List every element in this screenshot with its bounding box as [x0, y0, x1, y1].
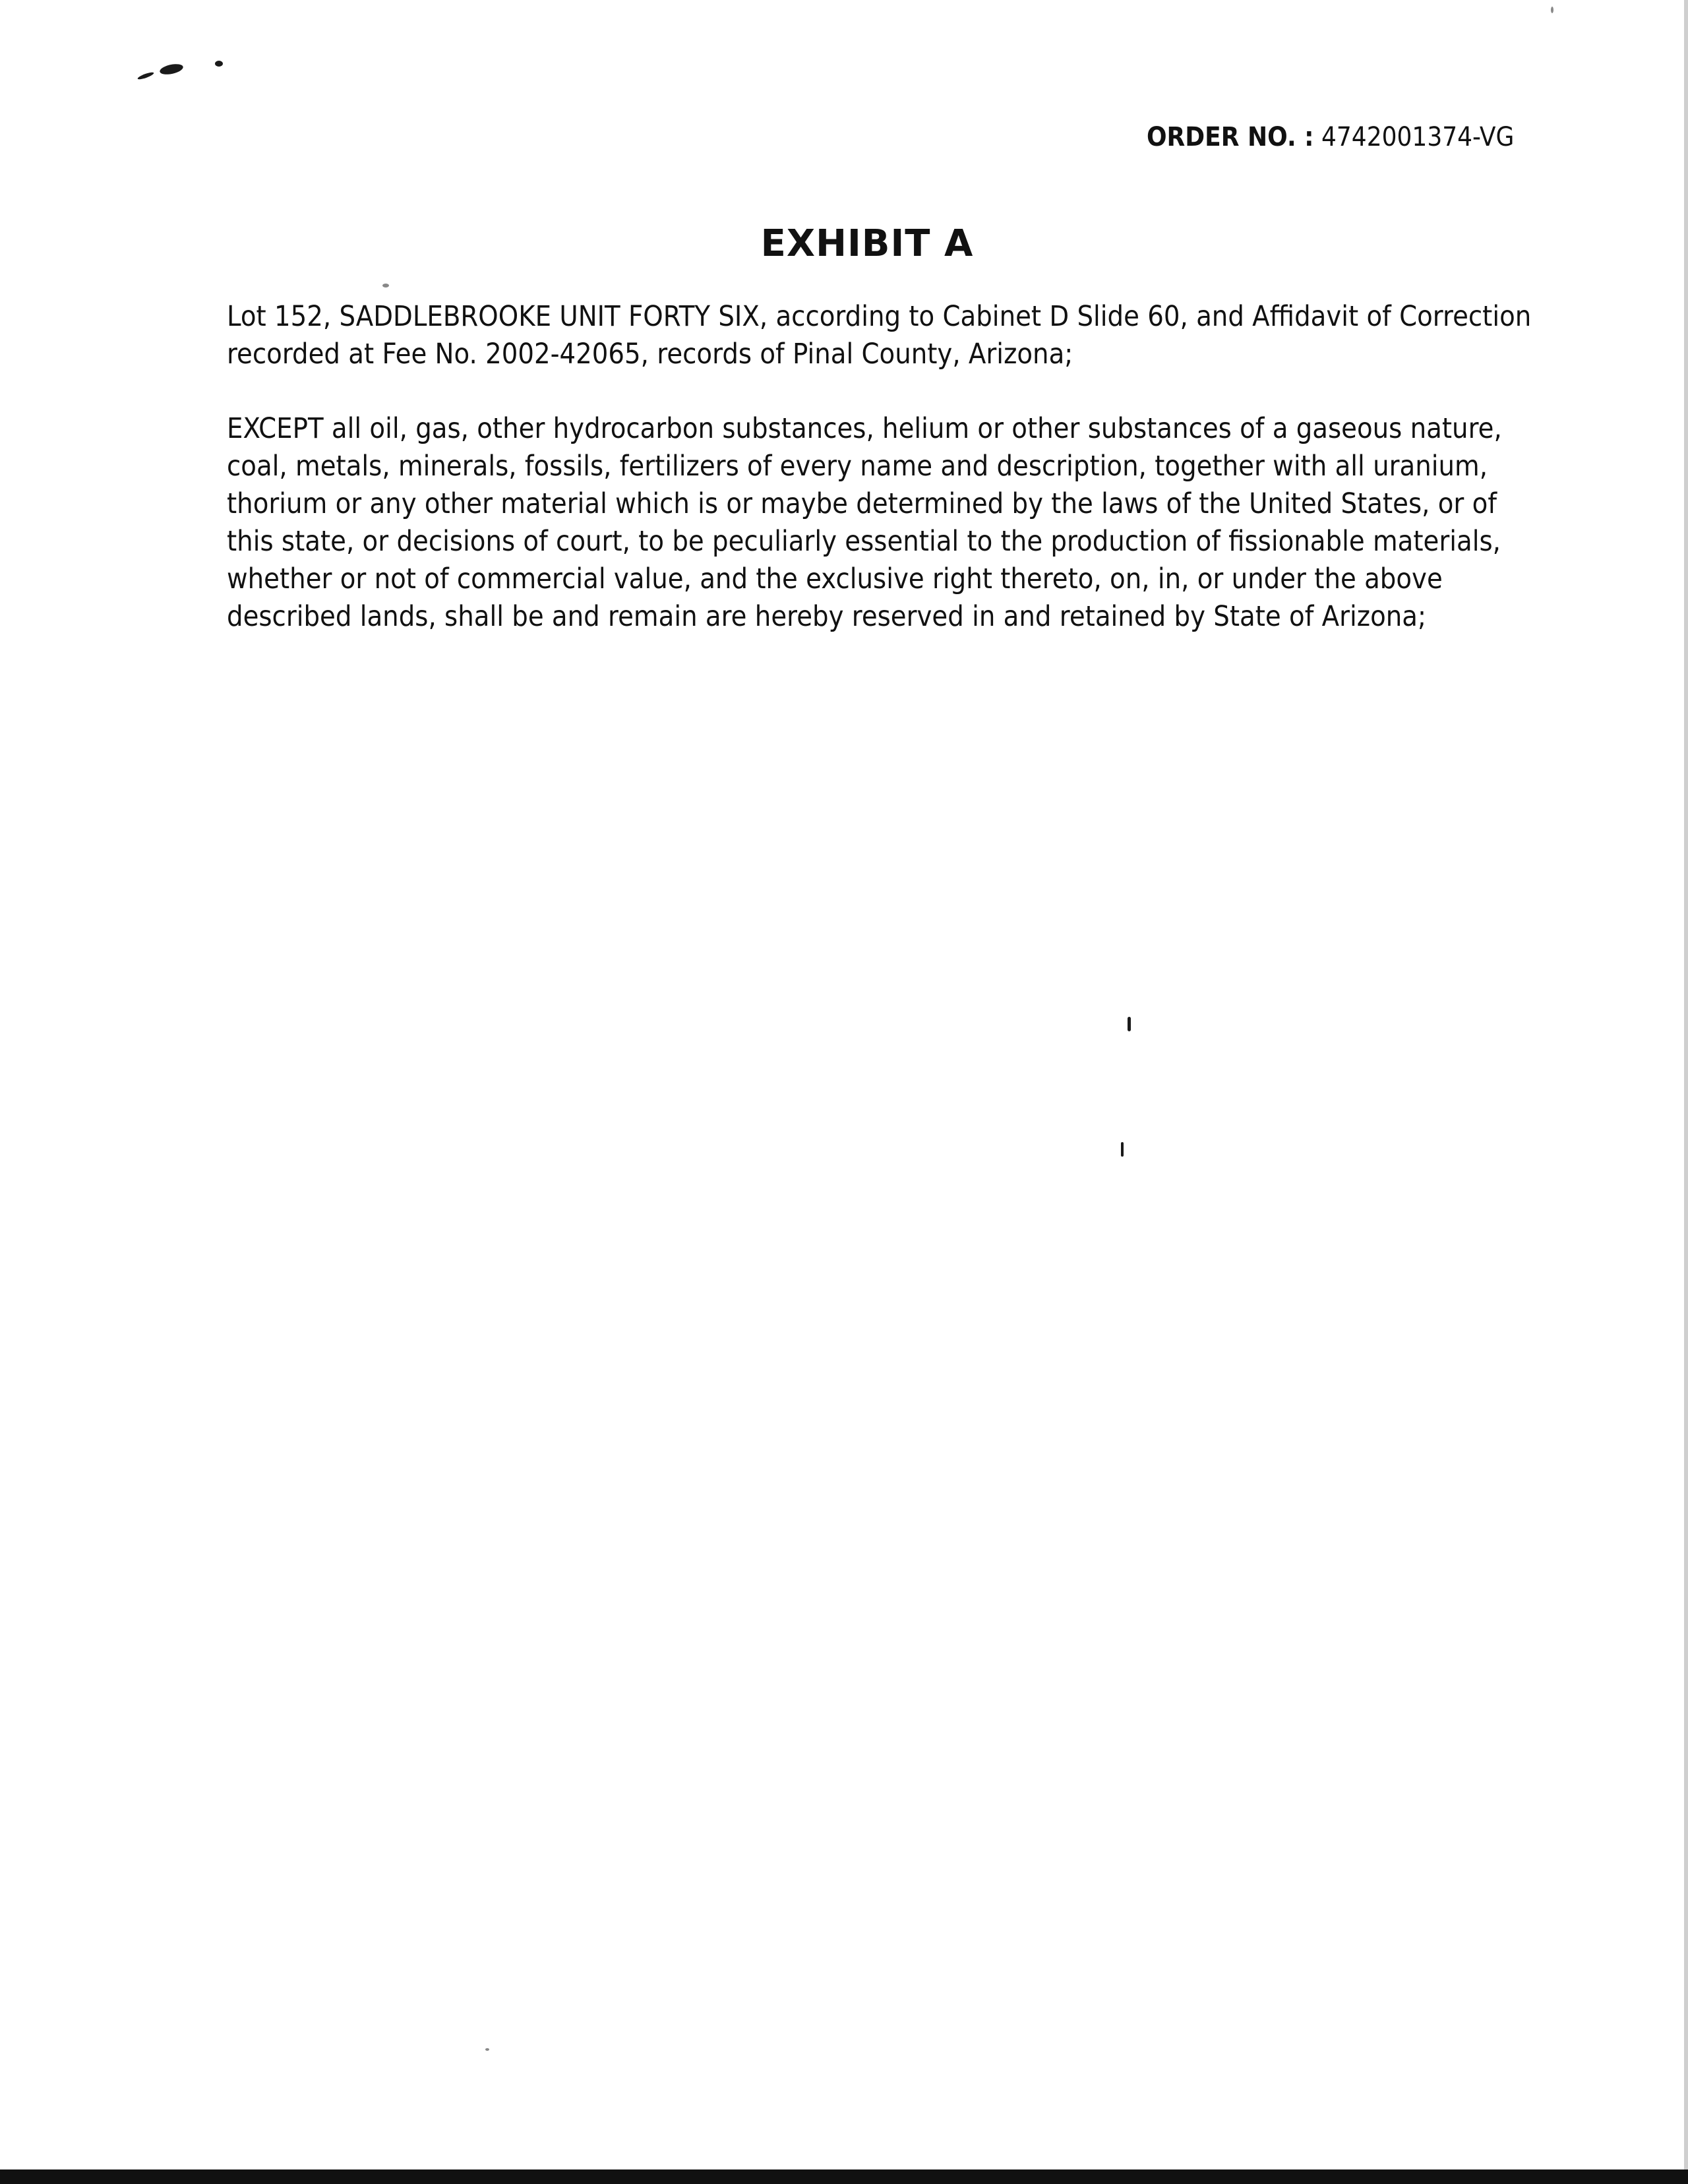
scan-bottom-edge — [0, 2169, 1688, 2184]
mineral-reservation-paragraph: EXCEPT all oil, gas, other hydrocarbon substances, helium or other substances of a gaseous nature, coal, metals, minerals, fossils, fertilizers of every name and description, together with all uranium, thorium or any other material which is or maybe determined by the laws of the United States, or of this state, or decisions of court, to be peculiarly essential to the production of fissionable materials, whether or not of commercial value, and the exclusive right thereto, on, in, or under the above described lands, shall be and remain are hereby reserved in and retained by State of Arizona; — [227, 412, 1502, 633]
scan-speck — [137, 71, 154, 81]
order-number-line — [1146, 119, 1514, 156]
order-label: ORDER NO. : — [1146, 122, 1314, 152]
scan-speck — [1128, 1017, 1131, 1031]
scan-speck — [485, 2048, 489, 2051]
scan-speck — [1551, 7, 1553, 13]
scan-speck — [215, 61, 223, 67]
scan-speck — [382, 284, 389, 288]
exhibit-title: EXHIBIT A — [760, 222, 974, 265]
scan-speck — [159, 62, 184, 76]
order-number: 4742001374-VG — [1321, 122, 1514, 152]
scan-speck — [1121, 1142, 1124, 1157]
legal-description-paragraph: Lot 152, SADDLEBROOKE UNIT FORTY SIX, according to Cabinet D Slide 60, and Affidavit of Correction recorded at Fee No. 2002-42065, records of Pinal County, Arizona; — [227, 300, 1532, 371]
scan-right-edge — [1684, 0, 1688, 2184]
